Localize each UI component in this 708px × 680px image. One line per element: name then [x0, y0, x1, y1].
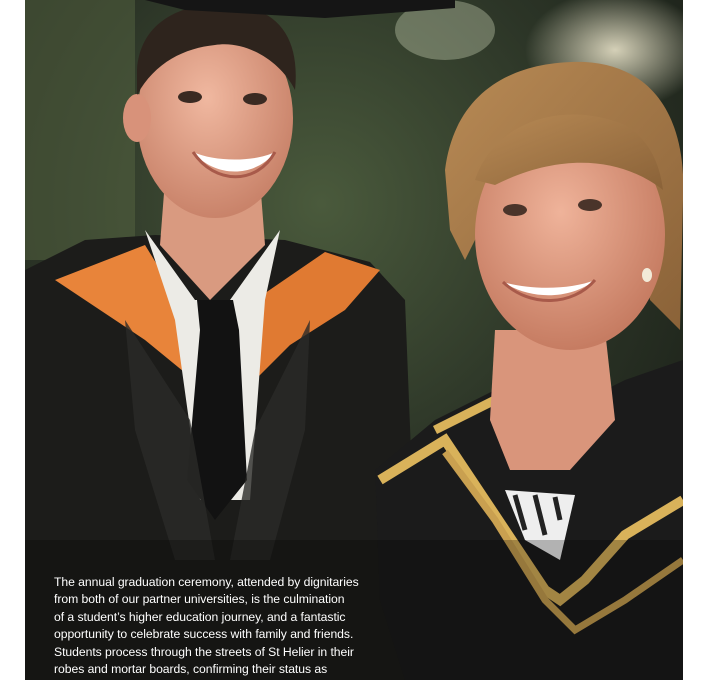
- caption-line: of a student’s higher education journey, and a fantastic: [54, 609, 346, 624]
- caption-line: robes and mortar boards, confirming their status as: [54, 662, 328, 677]
- photo-caption: [54, 574, 404, 678]
- caption-line: from both of our partner universities, is the culmination: [54, 592, 345, 607]
- caption-line: opportunity to celebrate success with family and friends.: [54, 627, 354, 642]
- caption-line: The annual graduation ceremony, attended by dignitaries: [54, 575, 359, 589]
- caption-line: Students process through the streets of St Helier in their: [54, 644, 354, 659]
